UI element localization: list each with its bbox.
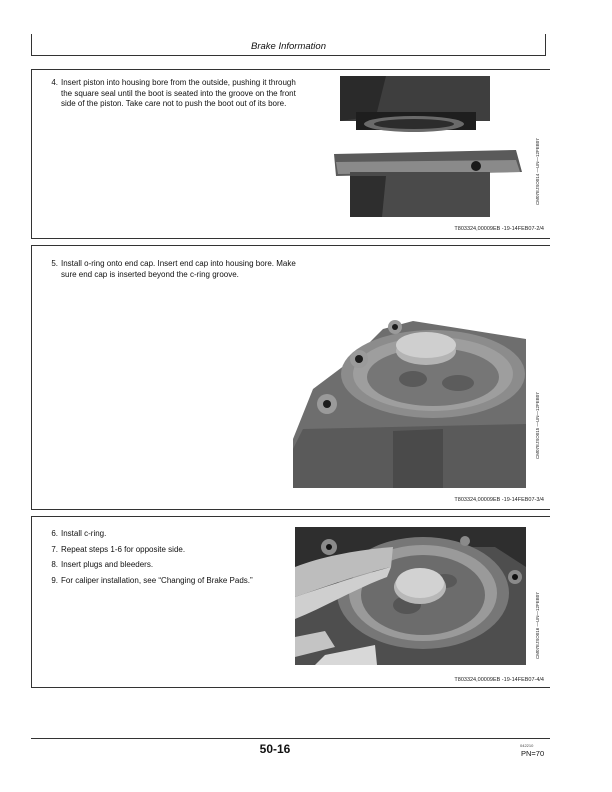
page-number: 50-16: [259, 742, 291, 756]
step-list: [46, 78, 306, 110]
footer-rule: [31, 738, 550, 739]
step-number: 7.: [51, 544, 58, 554]
step-text: Install c-ring.: [61, 529, 107, 538]
step-item: [46, 576, 306, 587]
step-item: [46, 78, 306, 110]
step-list: [46, 259, 306, 280]
instruction-section-3: [31, 516, 550, 688]
step-text: Insert piston into housing bore from the outside, pushing it through the square seal until the boot is seated into the groove on the front side of the piston. Take care not to push the boot out of its bore.: [61, 78, 296, 108]
instruction-section-2: [31, 245, 550, 510]
figure-reference: T803324,00009EB -19-14FEB07-3/4: [454, 497, 544, 503]
step-number: 6.: [51, 529, 58, 538]
step-number: 8.: [51, 560, 58, 569]
figure-id: CM07EJSO015 —UN—12FEB07: [535, 392, 540, 459]
figure-id: CM07EJSO016 —UN—12FEB07: [535, 592, 540, 659]
step-text: Insert plugs and bleeders.: [61, 560, 154, 569]
step-text: Install o-ring onto end cap. Insert end cap into housing bore. Make sure end cap is inserted beyond the c-ring groove.: [61, 259, 296, 279]
header-title: Brake Information: [251, 41, 326, 52]
step-item: [46, 529, 306, 540]
step-item: [46, 545, 306, 556]
figure-id: CM07EJSO014 —UN—12FEB07: [535, 138, 540, 205]
piston-install-photo: [326, 76, 524, 217]
figure-reference: T803324,00009EB -19-14FEB07-4/4: [454, 677, 544, 683]
step-number: 9.: [51, 575, 58, 585]
figure-reference: T803324,00009EB -19-14FEB07-2/4: [454, 226, 544, 232]
step-text: Repeat steps 1-6 for opposite side.: [61, 544, 186, 554]
end-cap-install-photo: [293, 319, 526, 488]
page-sequence-number: PN=70: [521, 749, 545, 758]
step-list: [46, 529, 306, 586]
step-item: [46, 560, 306, 571]
step-text: For caliper installation, see “Changing of Brake Pads.”: [61, 575, 253, 585]
step-item: [46, 259, 306, 280]
step-number: 5.: [51, 259, 58, 268]
instruction-section-1: [31, 69, 550, 239]
page-header: [31, 34, 546, 56]
date-code: 042210: [520, 743, 534, 748]
c-ring-install-photo: [295, 527, 526, 665]
step-number: 4.: [51, 78, 58, 87]
